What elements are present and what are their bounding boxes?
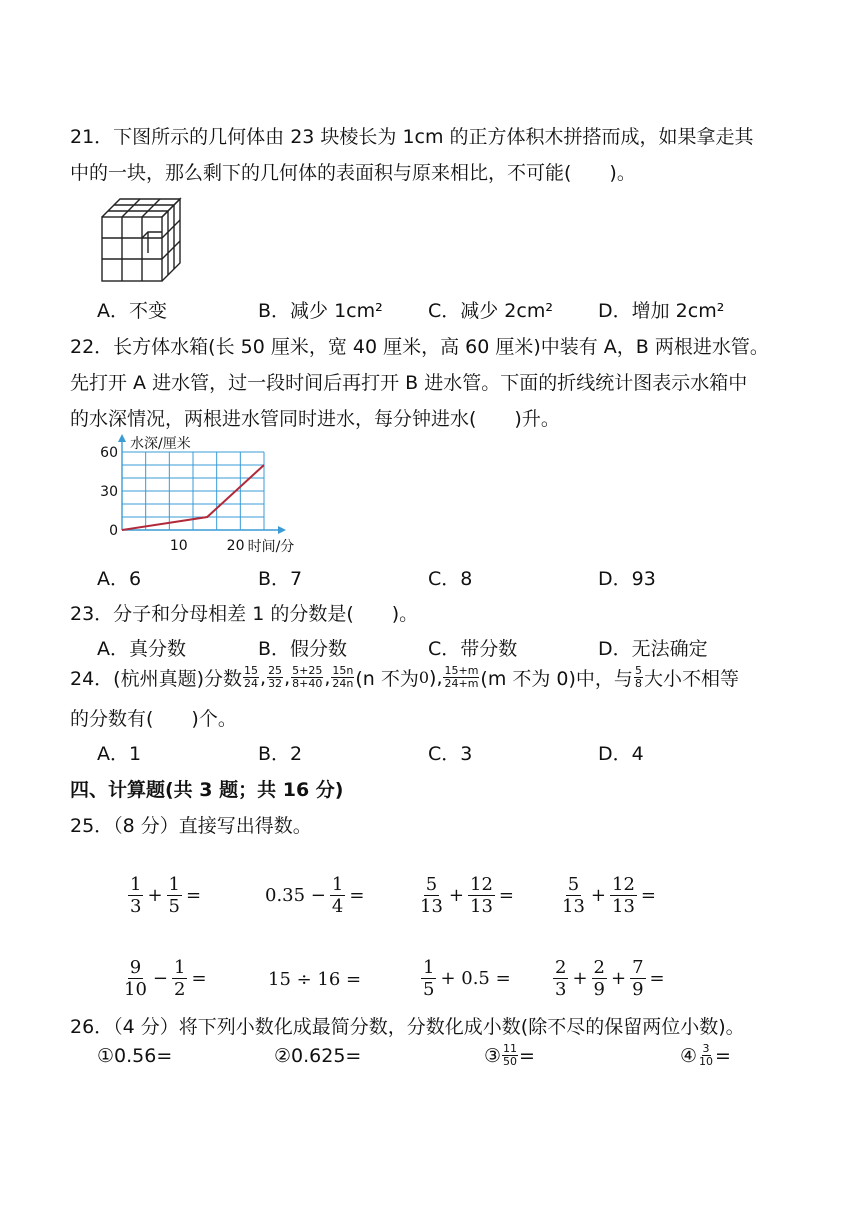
fraction-15n-24n: $\frac{15n}{24n}$ bbox=[332, 664, 354, 690]
q21-option-c: C．减少 2cm² bbox=[428, 300, 553, 322]
q22-line3: 的水深情况，两根进水管同时进水，每分钟进水( )升。 bbox=[70, 408, 560, 430]
q22-line1: 22．长方体水箱(长 50 厘米，宽 40 厘米，高 60 厘米)中装有 A，B 两根进水管。 bbox=[70, 336, 769, 358]
q23-option-d: D．无法确定 bbox=[598, 638, 708, 660]
q24-option-c: C．3 bbox=[428, 743, 473, 765]
fraction-15pm-24pm: $\frac{15+m}{24+m}$ bbox=[444, 664, 479, 690]
fraction-5p25-8p40: $\frac{5+25}{8+40}$ bbox=[292, 664, 323, 690]
y-tick-label: 0 bbox=[109, 523, 118, 539]
q26-item-1: ①0.56= bbox=[97, 1045, 173, 1067]
x-axis-label: 时间/分 bbox=[247, 539, 295, 555]
y-axis-arrow bbox=[118, 434, 126, 442]
q23-option-c: C．带分数 bbox=[428, 638, 518, 660]
q22-option-a: A．6 bbox=[97, 568, 142, 590]
y-axis-label: 水深/厘米 bbox=[130, 436, 191, 452]
q24-prefix: 24．(杭州真题)分数 bbox=[70, 668, 243, 690]
q23-option-a: A．真分数 bbox=[97, 638, 186, 660]
section-heading: 四、计算题(共 3 题；共 16 分) bbox=[70, 779, 344, 801]
y-tick-label: 60 bbox=[100, 445, 118, 461]
q21-line2: 中的一块，那么剩下的几何体的表面积与原来相比，不可能( )。 bbox=[70, 162, 636, 184]
calc-1-3: 5 13 + $\frac{12}{13}$ = bbox=[420, 874, 514, 917]
q22-option-d: D．93 bbox=[598, 568, 656, 590]
q24-option-b: B．2 bbox=[258, 743, 303, 765]
q22-option-c: C．8 bbox=[428, 568, 473, 590]
q21-option-d: D．增加 2cm² bbox=[598, 300, 725, 322]
q21-option-b: B．减少 1cm² bbox=[258, 300, 383, 322]
calc-2-4: 2 3 + $\frac{2}{9}$ + $\frac{7}{9}$ = bbox=[555, 957, 665, 1000]
water-depth-line-chart bbox=[92, 432, 332, 556]
q24-option-a: A．1 bbox=[97, 743, 142, 765]
q25-title: 25．（8 分）直接写出得数。 bbox=[70, 815, 312, 837]
q21-option-a: A．不变 bbox=[97, 300, 167, 322]
calc-1-2: 0.35 − $\frac{1}{4}$ = bbox=[265, 874, 365, 917]
calc-1-4: 5 13 + $\frac{12}{13}$ = bbox=[562, 874, 656, 917]
fraction-5-8: $\frac{5}{8}$ bbox=[634, 664, 642, 690]
q26-item-2: ②0.625= bbox=[274, 1045, 362, 1067]
cube-stack-figure bbox=[100, 195, 184, 285]
calc-2-2: 15 ÷ 16 = bbox=[268, 969, 362, 990]
q24-zero: 0 bbox=[418, 668, 430, 687]
q26-item-4: ④ $\frac{3}{10}$ = bbox=[680, 1042, 731, 1068]
x-tick-label: 20 bbox=[226, 538, 245, 554]
q23-line1: 23．分子和分母相差 1 的分数是( )。 bbox=[70, 603, 419, 625]
q22-option-b: B．7 bbox=[258, 568, 303, 590]
q21-line1: 21．下图所示的几何体由 23 块棱长为 1cm 的正方体积木拼搭而成，如果拿走其 bbox=[70, 126, 754, 148]
q24-line2: 的分数有( )个。 bbox=[70, 708, 237, 730]
q24-suffix: 大小不相等 bbox=[643, 668, 739, 690]
q26-item-3: ③ $\frac{11}{50}$ = bbox=[484, 1042, 535, 1068]
x-axis-arrow bbox=[278, 526, 286, 534]
q24-option-d: D．4 bbox=[598, 743, 644, 765]
q24-mid3: (m 不为 0)中，与 bbox=[480, 668, 633, 690]
calc-2-3: 1 5 + 0.5 = bbox=[423, 957, 511, 1000]
fraction-25-32: $\frac{25}{32}$ bbox=[268, 664, 283, 690]
q24-mid1: (n 不为 bbox=[355, 668, 419, 690]
y-tick-label: 30 bbox=[100, 484, 118, 500]
q26-title: 26．（4 分）将下列小数化成最简分数，分数化成小数(除不尽的保留两位小数)。 bbox=[70, 1016, 745, 1038]
calc-2-1: 9 10 − $\frac{1}{2}$ = bbox=[124, 957, 207, 1000]
q22-line2: 先打开 A 进水管，过一段时间后再打开 B 进水管。下面的折线统计图表示水箱中 bbox=[70, 372, 748, 394]
q23-option-b: B．假分数 bbox=[258, 638, 348, 660]
calc-1-1: 1 3 + $\frac{1}{5}$ = bbox=[130, 874, 202, 917]
x-tick-label: 10 bbox=[169, 538, 188, 554]
fraction-15-24: $\frac{15}{24}$ bbox=[244, 664, 259, 690]
q24-line1: 24．(杭州真题)分数 $\frac{15}{24}$ , $\frac{25}{32}$ , $\frac{5+25}{8+40}$ , $\frac{15n}{24n}$ (n 不为 0 ), $\frac{15+m}{24+m}$ (m 不为 0)中，与 $\frac{5}{8}$ 大小不相等 bbox=[70, 664, 739, 690]
q24-mid2: ), bbox=[429, 666, 443, 689]
